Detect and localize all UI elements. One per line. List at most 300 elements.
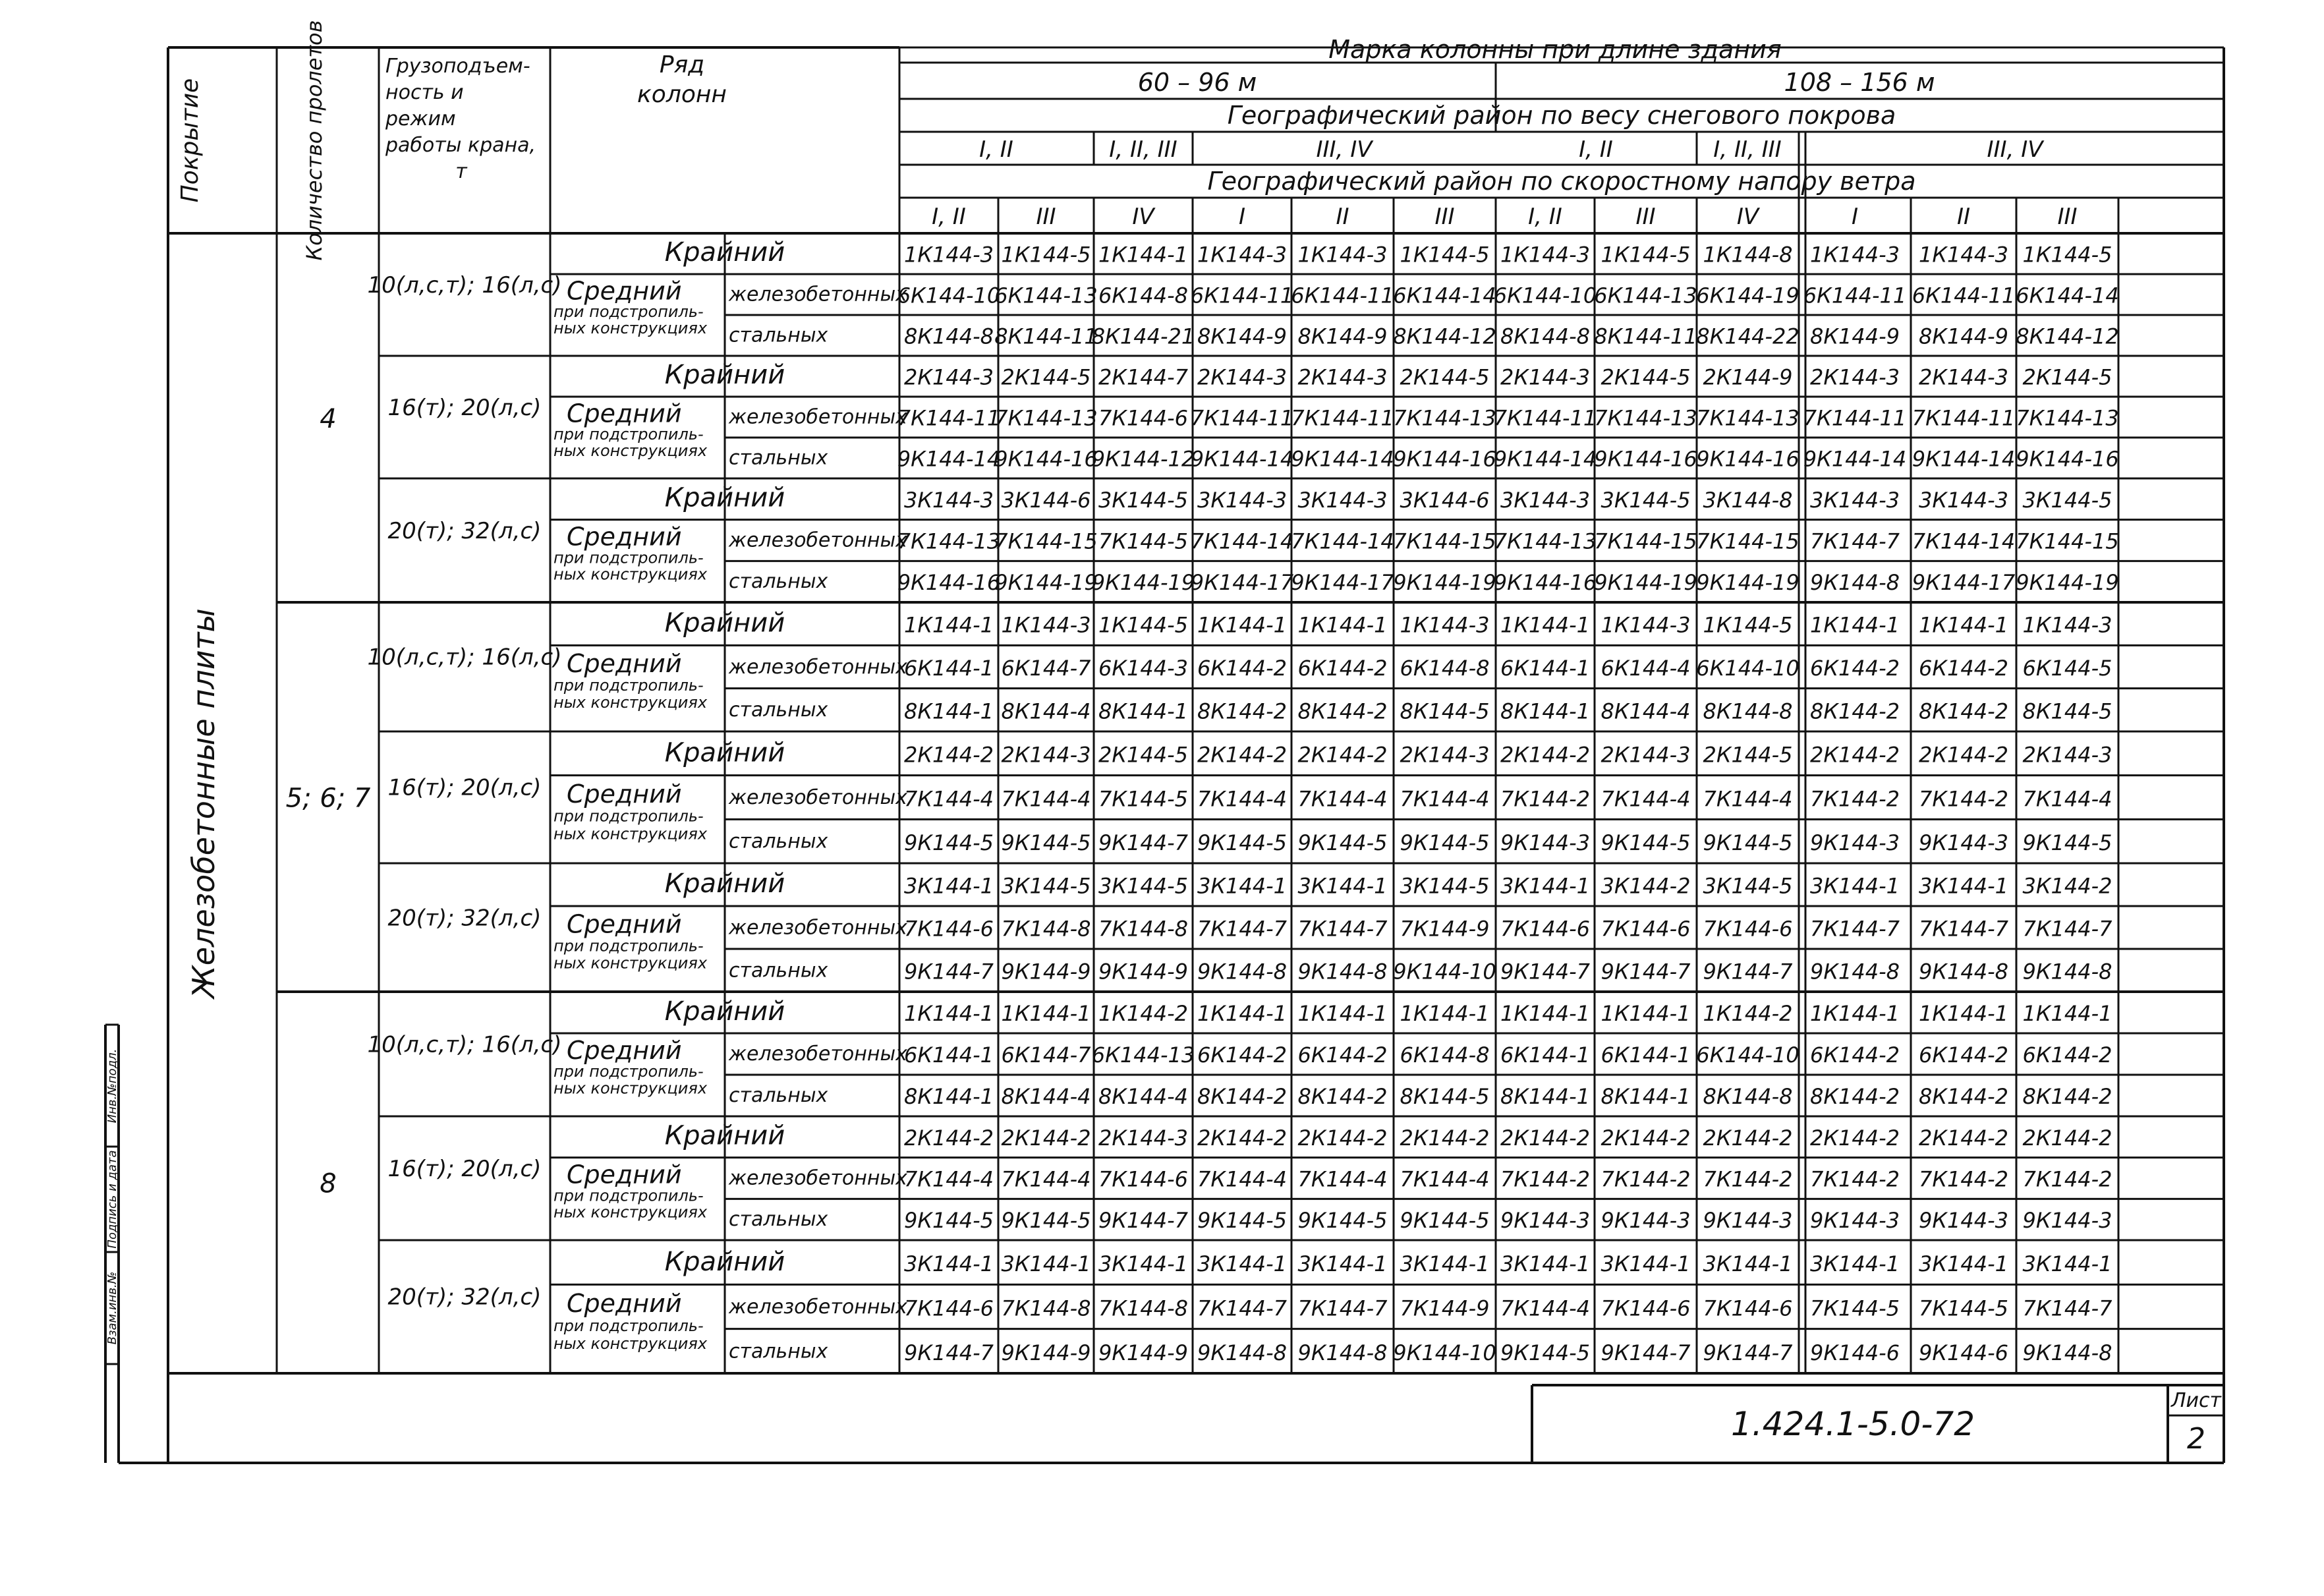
- snow-group: III, IV: [1316, 136, 1373, 163]
- table-cell-steel: 8К144-2: [1197, 698, 1288, 724]
- crane-value: 16(т); 20(л,с): [387, 774, 542, 801]
- table-cell-concrete: 6К144-10: [1696, 656, 1800, 681]
- table-cell-edge: 1К144-1: [1809, 612, 1900, 638]
- row-label-middle: Средний: [567, 1289, 682, 1319]
- table-cell-steel: 8К144-12: [2016, 324, 2119, 349]
- table-cell-steel: 8К144-12: [1393, 324, 1496, 349]
- wind-column-header: III: [2057, 204, 2078, 230]
- table-cell-concrete: 7К144-6: [1703, 1296, 1793, 1321]
- table-cell-steel: 8К144-2: [1809, 698, 1900, 724]
- table-cell-concrete: 6К144-2: [1197, 1042, 1288, 1068]
- table-cell-edge: 1К144-1: [1297, 612, 1388, 638]
- table-cell-steel: 8К144-9: [1809, 324, 1900, 349]
- table-cell-concrete: 7К144-15: [994, 528, 1098, 554]
- table-cell-steel: 9К144-10: [1393, 959, 1496, 984]
- table-cell-edge: 2К144-3: [1001, 742, 1091, 768]
- table-cell-steel: 9К144-5: [1197, 1208, 1288, 1234]
- table-cell-edge: 1К144-1: [903, 612, 994, 638]
- row-label-steel: стальных: [729, 959, 828, 983]
- snow-group: III, IV: [1987, 136, 2043, 163]
- table-cell-steel: 8К144-4: [1001, 1084, 1091, 1110]
- table-cell-edge: 1К144-2: [1098, 1001, 1189, 1027]
- table-cell-steel: 9К144-16: [994, 446, 1098, 472]
- row-label-middle-note: при подстропиль-: [553, 1317, 704, 1336]
- table-cell-steel: 9К144-14: [1190, 446, 1294, 472]
- table-cell-steel: 9К144-7: [903, 959, 994, 984]
- row-label-middle: Средний: [567, 780, 682, 809]
- snow-group: I, II, III: [1109, 136, 1177, 163]
- table-cell-steel: 9К144-12: [1091, 446, 1195, 472]
- table-cell-steel: 9К144-19: [1696, 570, 1800, 596]
- table-cell-concrete: 6К144-14: [1393, 283, 1496, 308]
- row-label-middle-note: при подстропиль-: [553, 302, 704, 322]
- table-cell-edge: 2К144-2: [1197, 1125, 1288, 1151]
- table-cell-edge: 3К144-6: [1001, 487, 1091, 513]
- table-cell-edge: 2К144-2: [903, 1125, 994, 1151]
- table-cell-edge: 3К144-1: [1001, 1251, 1091, 1277]
- table-cell-concrete: 7К144-5: [1098, 528, 1189, 554]
- table-cell-steel: 8К144-2: [1297, 698, 1388, 724]
- table-cell-steel: 9К144-14: [1803, 446, 1907, 472]
- row-label-edge: Крайний: [664, 482, 785, 513]
- table-cell-steel: 9К144-8: [2022, 1340, 2112, 1365]
- covering-label: Железобетонные плиты: [186, 608, 221, 998]
- row-label-concrete: железобетонных: [729, 405, 907, 429]
- table-cell-steel: 9К144-7: [1601, 1340, 1691, 1365]
- table-cell-concrete: 7К144-4: [1001, 786, 1091, 812]
- table-cell-edge: 3К144-1: [1400, 1251, 1490, 1277]
- table-cell-edge: 1К144-3: [1001, 612, 1091, 638]
- table-cell-edge: 3К144-5: [1098, 487, 1189, 513]
- table-cell-edge: 1К144-1: [1297, 1001, 1388, 1027]
- table-cell-concrete: 7К144-11: [1912, 405, 2016, 431]
- table-cell-steel: 9К144-16: [897, 570, 1001, 596]
- table-cell-concrete: 7К144-13: [1493, 528, 1597, 554]
- table-cell-steel: 9К144-17: [1291, 570, 1394, 596]
- row-label-middle-note: ных конструкциях: [553, 1079, 708, 1098]
- table-cell-concrete: 7К144-4: [1297, 1166, 1388, 1192]
- table-cell-concrete: 7К144-13: [1594, 405, 1697, 431]
- table-cell-edge: 2К144-2: [1297, 742, 1388, 768]
- table-cell-steel: 9К144-5: [1601, 830, 1691, 855]
- table-cell-concrete: 7К144-14: [1912, 528, 2016, 554]
- table-cell-edge: 1К144-3: [1197, 242, 1288, 268]
- table-cell-edge: 3К144-5: [2022, 487, 2112, 513]
- snow-group: I, II: [1579, 136, 1613, 163]
- table-cell-concrete: 6К144-10: [1493, 283, 1597, 308]
- table-cell-concrete: 6К144-1: [1500, 656, 1591, 681]
- table-cell-steel: 9К144-7: [1098, 830, 1189, 855]
- table-cell-steel: 9К144-5: [1197, 830, 1288, 855]
- table-cell-concrete: 7К144-7: [1197, 1296, 1288, 1321]
- table-cell-concrete: 7К144-4: [1703, 786, 1793, 812]
- table-cell-concrete: 7К144-7: [1809, 916, 1900, 942]
- table-cell-edge: 2К144-2: [1918, 742, 2009, 768]
- crane-header-line: т: [455, 160, 467, 183]
- row-header: колонн: [637, 81, 727, 108]
- table-cell-edge: 3К144-1: [1703, 1251, 1793, 1277]
- table-cell-edge: 3К144-8: [1703, 487, 1793, 513]
- table-cell-concrete: 6К144-8: [1400, 1042, 1490, 1068]
- table-cell-edge: 2К144-3: [1400, 742, 1490, 768]
- table-cell-steel: 9К144-9: [1098, 959, 1189, 984]
- table-cell-edge: 2К144-5: [1098, 742, 1189, 768]
- table-cell-steel: 9К144-5: [1297, 1208, 1388, 1234]
- table-cell-steel: 9К144-8: [1197, 959, 1288, 984]
- table-cell-concrete: 6К144-13: [1594, 283, 1697, 308]
- table-cell-steel: 9К144-5: [1400, 1208, 1490, 1234]
- crane-value: 10(л,с,т); 16(л,с): [367, 644, 562, 671]
- table-cell-steel: 8К144-5: [1400, 1084, 1490, 1110]
- table-cell-concrete: 7К144-7: [1809, 528, 1900, 554]
- row-label-middle-note: при подстропиль-: [553, 548, 704, 567]
- wind-column-header: II: [1956, 204, 1971, 230]
- side-stamp-label: Взам.инв.№: [105, 1271, 119, 1345]
- row-label-steel: стальных: [729, 1340, 828, 1363]
- table-cell-edge: 1К144-1: [1001, 1001, 1091, 1027]
- table-cell-steel: 8К144-1: [1500, 698, 1591, 724]
- table-cell-edge: 3К144-5: [1001, 873, 1091, 899]
- table-cell-steel: 8К144-5: [2022, 698, 2112, 724]
- table-cell-concrete: 6К144-2: [1809, 1042, 1900, 1068]
- table-cell-concrete: 7К144-4: [1197, 786, 1288, 812]
- row-label-steel: стальных: [729, 1083, 828, 1107]
- table-cell-steel: 9К144-3: [1601, 1208, 1691, 1234]
- side-stamp-label: Подпись и дата: [105, 1150, 119, 1249]
- table-cell-edge: 2К144-3: [1098, 1125, 1189, 1151]
- table-cell-concrete: 6К144-13: [994, 283, 1098, 308]
- row-label-steel: стальных: [729, 446, 828, 470]
- table-cell-steel: 9К144-10: [1393, 1340, 1496, 1365]
- table-cell-edge: 2К144-3: [1297, 364, 1388, 390]
- table-cell-concrete: 7К144-4: [2022, 786, 2112, 812]
- table-cell-steel: 8К144-2: [1197, 1084, 1288, 1110]
- table-cell-steel: 8К144-4: [1601, 698, 1691, 724]
- table-cell-edge: 3К144-3: [1500, 487, 1591, 513]
- table-cell-edge: 2К144-2: [1809, 742, 1900, 768]
- spans-value: 5; 6; 7: [285, 783, 371, 814]
- row-label-middle: Средний: [567, 1036, 682, 1066]
- table-cell-steel: 8К144-1: [903, 698, 994, 724]
- table-cell-concrete: 7К144-7: [1297, 916, 1388, 942]
- table-cell-steel: 9К144-19: [994, 570, 1098, 596]
- table-cell-edge: 1К144-8: [1703, 242, 1793, 268]
- row-label-middle-note: ных конструкциях: [553, 565, 708, 584]
- row-label-steel: стальных: [729, 324, 828, 347]
- table-cell-concrete: 7К144-4: [1400, 1166, 1490, 1192]
- table-cell-concrete: 6К144-11: [1803, 283, 1907, 308]
- table-cell-edge: 1К144-1: [1197, 612, 1288, 638]
- table-cell-edge: 1К144-1: [2022, 1001, 2112, 1027]
- table-cell-steel: 8К144-4: [1001, 698, 1091, 724]
- table-cell-edge: 1К144-1: [1098, 242, 1189, 268]
- row-label-steel: стальных: [729, 698, 828, 722]
- table-cell-edge: 3К144-1: [1297, 873, 1388, 899]
- row-label-middle-note: ных конструкциях: [553, 1334, 708, 1353]
- table-cell-edge: 1К144-3: [1601, 612, 1691, 638]
- table-cell-edge: 1К144-3: [1500, 242, 1591, 268]
- table-cell-steel: 9К144-3: [1918, 830, 2009, 855]
- table-cell-steel: 9К144-3: [1809, 830, 1900, 855]
- table-cell-edge: 2К144-2: [1918, 1125, 2009, 1151]
- table-cell-concrete: 7К144-11: [1803, 405, 1907, 431]
- table-cell-concrete: 6К144-2: [2022, 1042, 2112, 1068]
- row-label-middle-note: ных конструкциях: [553, 693, 708, 712]
- table-cell-steel: 9К144-16: [2016, 446, 2119, 472]
- spans-value: 8: [320, 1168, 337, 1199]
- table-cell-edge: 2К144-5: [1400, 364, 1490, 390]
- table-cell-concrete: 7К144-4: [1601, 786, 1691, 812]
- table-cell-steel: 8К144-1: [1098, 698, 1189, 724]
- crane-header-line: режим: [385, 107, 456, 130]
- table-cell-concrete: 6К144-2: [1197, 656, 1288, 681]
- row-label-concrete: железобетонных: [729, 786, 907, 809]
- table-cell-edge: 2К144-2: [1001, 1125, 1091, 1151]
- table-cell-edge: 2К144-2: [1400, 1125, 1490, 1151]
- table-cell-edge: 2К144-3: [903, 364, 994, 390]
- table-cell-edge: 3К144-1: [1297, 1251, 1388, 1277]
- table-cell-steel: 9К144-5: [1001, 830, 1091, 855]
- table-cell-edge: 1К144-5: [1400, 242, 1490, 268]
- table-cell-edge: 3К144-1: [1098, 1251, 1189, 1277]
- table-cell-edge: 1К144-2: [1703, 1001, 1793, 1027]
- table-cell-edge: 1К144-1: [1601, 1001, 1691, 1027]
- row-label-middle-note: при подстропиль-: [553, 1186, 704, 1205]
- table-cell-edge: 2К144-3: [1601, 742, 1691, 768]
- table-cell-edge: 2К144-3: [1918, 364, 2009, 390]
- table-cell-concrete: 7К144-8: [1098, 916, 1189, 942]
- table-cell-concrete: 6К144-5: [2022, 656, 2112, 681]
- side-stamp-label: Инв.№подл.: [105, 1048, 119, 1124]
- table-cell-concrete: 7К144-6: [903, 916, 994, 942]
- covering-header: Покрытие: [177, 78, 204, 203]
- table-cell-concrete: 7К144-4: [903, 786, 994, 812]
- table-cell-steel: 9К144-5: [903, 1208, 994, 1234]
- table-cell-edge: 2К144-5: [1601, 364, 1691, 390]
- table-cell-edge: 1К144-1: [903, 1001, 994, 1027]
- table-cell-concrete: 7К144-6: [903, 1296, 994, 1321]
- table-cell-steel: 9К144-8: [1809, 570, 1900, 596]
- table-cell-edge: 1К144-3: [1400, 612, 1490, 638]
- table-cell-steel: 9К144-6: [1809, 1340, 1900, 1365]
- table-cell-edge: 3К144-1: [1197, 1251, 1288, 1277]
- crane-header-line: Грузоподъем-: [385, 55, 530, 78]
- table-cell-concrete: 6К144-13: [1091, 1042, 1195, 1068]
- table-cell-edge: 3К144-3: [903, 487, 994, 513]
- table-cell-edge: 1К144-1: [1918, 612, 2009, 638]
- table-cell-concrete: 6К144-1: [1500, 1042, 1591, 1068]
- table-cell-concrete: 7К144-6: [1703, 916, 1793, 942]
- row-label-concrete: железобетонных: [729, 528, 907, 552]
- table-cell-concrete: 7К144-14: [1291, 528, 1394, 554]
- table-cell-steel: 8К144-2: [1297, 1084, 1388, 1110]
- table-cell-steel: 9К144-7: [1500, 959, 1591, 984]
- table-cell-edge: 2К144-9: [1703, 364, 1793, 390]
- table-cell-edge: 3К144-2: [2022, 873, 2112, 899]
- table-cell-concrete: 7К144-13: [1393, 405, 1496, 431]
- table-cell-steel: 9К144-17: [1190, 570, 1294, 596]
- table-cell-steel: 8К144-2: [1809, 1084, 1900, 1110]
- table-cell-edge: 1К144-3: [1918, 242, 2009, 268]
- table-cell-edge: 2К144-2: [1809, 1125, 1900, 1151]
- table-cell-concrete: 6К144-2: [1297, 656, 1388, 681]
- table-cell-concrete: 7К144-9: [1400, 1296, 1490, 1321]
- table-cell-concrete: 7К144-5: [1098, 786, 1189, 812]
- crane-value: 20(т); 32(л,с): [387, 517, 542, 544]
- table-cell-concrete: 7К144-11: [897, 405, 1001, 431]
- row-label-middle-note: при подстропиль-: [553, 1062, 704, 1081]
- table-cell-edge: 1К144-3: [1297, 242, 1388, 268]
- table-cell-edge: 2К144-5: [2022, 364, 2112, 390]
- table-cell-concrete: 7К144-2: [1500, 786, 1591, 812]
- table-cell-concrete: 7К144-4: [903, 1166, 994, 1192]
- table-cell-edge: 3К144-5: [1400, 873, 1490, 899]
- table-cell-steel: 8К144-8: [1500, 324, 1591, 349]
- table-cell-concrete: 6К144-8: [1098, 283, 1189, 308]
- table-cell-edge: 1К144-3: [1809, 242, 1900, 268]
- wind-column-header: I, II: [1528, 204, 1562, 230]
- wind-column-header: I: [1851, 204, 1859, 230]
- wind-column-header: III: [1635, 204, 1656, 230]
- table-cell-concrete: 6К144-11: [1912, 283, 2016, 308]
- table-cell-concrete: 7К144-7: [2022, 1296, 2112, 1321]
- table-cell-edge: 2К144-5: [1001, 364, 1091, 390]
- table-cell-concrete: 6К144-11: [1291, 283, 1394, 308]
- table-cell-steel: 9К144-14: [1493, 446, 1597, 472]
- row-label-middle-note: при подстропиль-: [553, 936, 704, 955]
- table-cell-edge: 1К144-5: [1001, 242, 1091, 268]
- row-label-concrete: железобетонных: [729, 283, 907, 306]
- table-cell-concrete: 6К144-1: [903, 1042, 994, 1068]
- table-cell-edge: 3К144-6: [1400, 487, 1490, 513]
- row-label-edge: Крайний: [664, 869, 785, 899]
- table-cell-concrete: 7К144-13: [897, 528, 1001, 554]
- table-cell-concrete: 7К144-4: [1400, 786, 1490, 812]
- row-label-edge: Крайний: [664, 1246, 785, 1277]
- spans-header: Количество пролетов: [302, 20, 327, 261]
- table-cell-concrete: 7К144-4: [1297, 786, 1388, 812]
- table-cell-concrete: 6К144-2: [1918, 1042, 2009, 1068]
- table-cell-concrete: 7К144-2: [1918, 786, 2009, 812]
- table-cell-steel: 9К144-7: [1703, 1340, 1793, 1365]
- table-cell-steel: 9К144-5: [903, 830, 994, 855]
- length-group-2: 108 – 156 м: [1784, 68, 1935, 97]
- table-cell-steel: 9К144-3: [1500, 830, 1591, 855]
- row-label-middle: Средний: [567, 648, 682, 678]
- row-label-edge: Крайний: [664, 237, 785, 268]
- crane-value: 16(т); 20(л,с): [387, 1155, 542, 1182]
- table-cell-steel: 8К144-2: [1918, 698, 2009, 724]
- snow-title: Географический район по весу снегового покрова: [1227, 101, 1896, 130]
- row-label-middle-note: ных конструкциях: [553, 1203, 708, 1222]
- table-cell-edge: 2К144-3: [2022, 742, 2112, 768]
- table-cell-steel: 9К144-19: [2016, 570, 2119, 596]
- row-label-concrete: железобетонных: [729, 1296, 907, 1319]
- table-cell-steel: 9К144-9: [1098, 1340, 1189, 1365]
- row-label-middle-note: ных конструкциях: [553, 824, 708, 843]
- table-cell-edge: 2К144-3: [1197, 364, 1288, 390]
- table-cell-concrete: 6К144-7: [1001, 656, 1091, 681]
- table-cell-steel: 8К144-2: [1918, 1084, 2009, 1110]
- table-cell-concrete: 7К144-11: [1190, 405, 1294, 431]
- table-cell-concrete: 7К144-15: [2016, 528, 2119, 554]
- table-cell-edge: 3К144-1: [1809, 1251, 1900, 1277]
- table-cell-steel: 9К144-8: [2022, 959, 2112, 984]
- table-cell-steel: 9К144-7: [903, 1340, 994, 1365]
- row-label-middle: Средний: [567, 399, 682, 428]
- spans-value: 4: [320, 404, 337, 434]
- table-cell-concrete: 7К144-9: [1400, 916, 1490, 942]
- wind-column-header: IV: [1736, 204, 1759, 230]
- table-cell-concrete: 7К144-15: [1594, 528, 1697, 554]
- table-cell-edge: 1К144-1: [1197, 1001, 1288, 1027]
- table-cell-steel: 8К144-9: [1918, 324, 2009, 349]
- table-cell-concrete: 7К144-4: [1001, 1166, 1091, 1192]
- table-cell-concrete: 7К144-13: [1696, 405, 1800, 431]
- table-cell-concrete: 7К144-11: [1493, 405, 1597, 431]
- table-cell-steel: 9К144-16: [1393, 446, 1496, 472]
- table-cell-steel: 9К144-14: [1291, 446, 1394, 472]
- table-cell-steel: 9К144-8: [1918, 959, 2009, 984]
- table-cell-concrete: 7К144-15: [1696, 528, 1800, 554]
- table-cell-concrete: 6К144-3: [1098, 656, 1189, 681]
- table-cell-edge: 2К144-2: [903, 742, 994, 768]
- table-cell-steel: 8К144-1: [1500, 1084, 1591, 1110]
- table-cell-edge: 3К144-1: [1809, 873, 1900, 899]
- table-cell-edge: 3К144-1: [1918, 873, 2009, 899]
- table-cell-concrete: 7К144-6: [1098, 1166, 1189, 1192]
- table-cell-concrete: 7К144-14: [1190, 528, 1294, 554]
- table-cell-edge: 3К144-1: [1500, 873, 1591, 899]
- table-cell-edge: 2К144-2: [1500, 1125, 1591, 1151]
- table-cell-steel: 9К144-16: [1696, 446, 1800, 472]
- table-cell-edge: 3К144-1: [1918, 1251, 2009, 1277]
- table-cell-edge: 3К144-1: [1601, 1251, 1691, 1277]
- table-cell-edge: 3К144-3: [1197, 487, 1288, 513]
- crane-header-line: работы крана,: [385, 134, 536, 157]
- table-cell-concrete: 7К144-5: [1918, 1296, 2009, 1321]
- snow-group: I, II, III: [1713, 136, 1782, 163]
- row-label-middle: Средний: [567, 909, 682, 939]
- table-cell-edge: 2К144-3: [1500, 364, 1591, 390]
- table-cell-edge: 3К144-5: [1098, 873, 1189, 899]
- table-cell-steel: 9К144-9: [1001, 1340, 1091, 1365]
- table-cell-steel: 8К144-1: [1601, 1084, 1691, 1110]
- table-cell-steel: 9К144-5: [1703, 830, 1793, 855]
- table-cell-steel: 8К144-11: [994, 324, 1098, 349]
- table-cell-concrete: 7К144-2: [2022, 1166, 2112, 1192]
- row-label-middle: Средний: [567, 522, 682, 552]
- table-cell-concrete: 6К144-2: [1297, 1042, 1388, 1068]
- table-cell-concrete: 7К144-5: [1809, 1296, 1900, 1321]
- table-cell-concrete: 7К144-15: [1393, 528, 1496, 554]
- table-cell-steel: 9К144-5: [1297, 830, 1388, 855]
- crane-value: 10(л,с,т); 16(л,с): [367, 271, 562, 299]
- table-cell-edge: 2К144-7: [1098, 364, 1189, 390]
- table-cell-steel: 8К144-1: [903, 1084, 994, 1110]
- row-label-steel: стальных: [729, 570, 828, 594]
- table-cell-steel: 9К144-9: [1001, 959, 1091, 984]
- table-cell-concrete: 7К144-13: [994, 405, 1098, 431]
- table-cell-edge: 2К144-2: [1601, 1125, 1691, 1151]
- table-cell-steel: 9К144-17: [1912, 570, 2016, 596]
- table-cell-concrete: 7К144-7: [1297, 1296, 1388, 1321]
- table-cell-concrete: 6К144-4: [1601, 656, 1691, 681]
- table-cell-steel: 9К144-7: [1703, 959, 1793, 984]
- table-cell-edge: 2К144-3: [1809, 364, 1900, 390]
- table-cell-concrete: 7К144-6: [1098, 405, 1189, 431]
- table-cell-steel: 8К144-22: [1696, 324, 1800, 349]
